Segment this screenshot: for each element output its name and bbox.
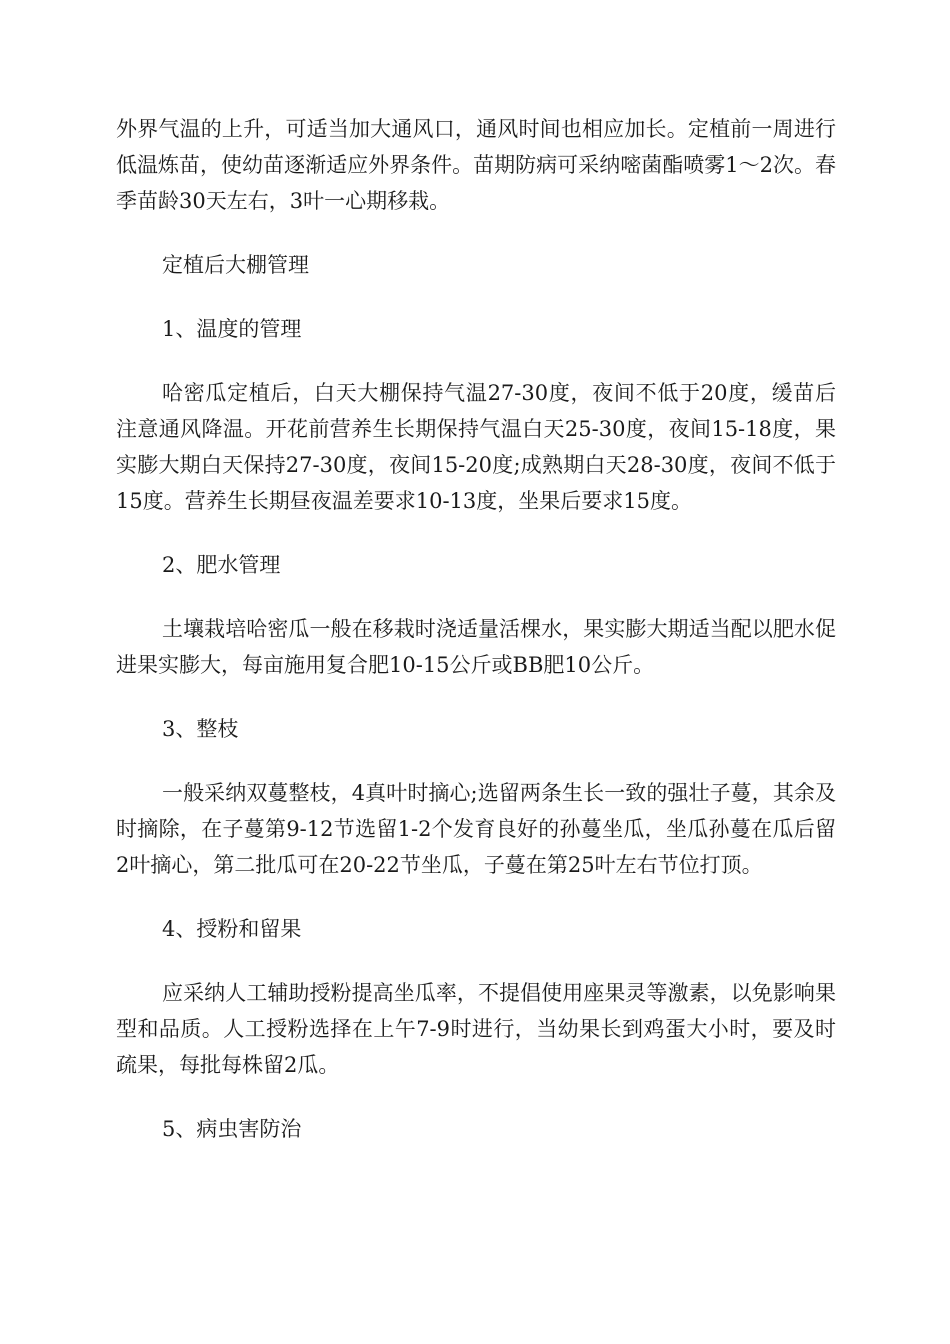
paragraph: 应采纳人工辅助授粉提高坐瓜率，不提倡使用座果灵等激素，以免影响果型和品质。人工授粉选择在上午7-9时进行，当幼果长到鸡蛋大小时，要及时疏果，每批每株留2瓜。: [116, 981, 836, 1077]
subsection-heading: 1、温度的管理: [162, 317, 302, 341]
paragraph: 一般采纳双蔓整枝，4真叶时摘心;选留两条生长一致的强壮子蔓，其余及时摘除，在子蔓第9-12节选留1-2个发育良好的孙蔓坐瓜，坐瓜孙蔓在瓜后留2叶摘心，第二批瓜可在20-22节坐瓜，子蔓在第25叶左右节位打顶。: [116, 781, 836, 877]
paragraph: 土壤栽培哈密瓜一般在移栽时浇适量活棵水，果实膨大期适当配以肥水促进果实膨大，每亩施用复合肥10-15公斤或BB肥10公斤。: [116, 617, 836, 677]
subsection-heading: 4、授粉和留果: [162, 917, 302, 941]
subsection-heading: 5、病虫害防治: [162, 1117, 302, 1141]
paragraph: 哈密瓜定植后，白天大棚保持气温27-30度，夜间不低于20度，缓苗后注意通风降温。开花前营养生长期保持气温白天25-30度，夜间15-18度，果实膨大期白天保持27-30度，夜间15-20度;成熟期白天28-30度，夜间不低于15度。营养生长期昼夜温差要求10-13度，坐果后要求15度。: [116, 381, 836, 513]
document-body: [116, 111, 836, 1147]
paragraph-continuation: 外界气温的上升，可适当加大通风口，通风时间也相应加长。定植前一周进行低温炼苗，使幼苗逐渐适应外界条件。苗期防病可采纳嘧菌酯喷雾1～2次。春季苗龄30天左右，3叶一心期移栽。: [116, 117, 836, 213]
subsection-heading: 3、整枝: [162, 717, 239, 741]
subsection-heading: 2、肥水管理: [162, 553, 281, 577]
section-heading: 定植后大棚管理: [162, 253, 309, 277]
